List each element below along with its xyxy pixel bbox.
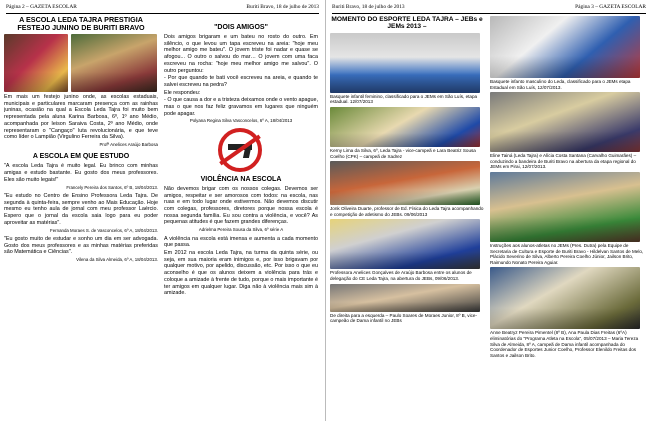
caption-basquete-masculino: Basquete infanto masculino do Leda, classificado para o JEMs etapa Estadual em São Luís, 12/07/2013. <box>490 79 631 90</box>
page-2-left-column <box>4 14 158 421</box>
estudo-quote-3: "Eu gosto muito de estudar e sonho um dia em ser advogada. Gosto dos meus professores e as minhas matérias preferidas são Matemática e Ciências". <box>4 236 158 256</box>
festejo-photo-couple <box>71 34 157 92</box>
photo-xadrez <box>330 107 480 147</box>
estudo-quote-2: "Eu estudo no Centro de Ensino Professora Leda Tajra. De segunda à quinta-feira, sempre venho ao Mais Educação. Hoje mesmo eu tenho aula de jornal com meu professor Laércio. Espero que o jornal da escola saia logo para eu poder aproveitar as matérias". <box>4 193 158 226</box>
photo-instrucoes <box>490 172 640 242</box>
estudo-signature-2: Fernanda Moraes S. de Vasconcelos, 6º A, 18/04/2013. <box>50 227 158 233</box>
caption-xadrez: Kerny Lima da Silva, 6º, Leda Tajra - vice-campeã e Lara Beatriz Sousa Coelho (CPK) – campeã de Xadrez <box>330 148 476 159</box>
page-3 <box>326 0 652 421</box>
festejo-heading: A ESCOLA LEDA TAJRA PRESTIGIA FESTEJO JUNINO DE BURITI BRAVO <box>17 15 145 32</box>
photo-dama <box>330 284 480 312</box>
photo-atleta-na-escola <box>490 267 640 329</box>
photo-basquete-masculino <box>490 16 640 78</box>
caption-bandeira: Eline Tainá (Leda Tajra) e Alícia Costa Santana (Carvalho Guimarães) – conduzindo a bandeira de Buriti Bravo na abertura da etapa regional do JEMs em Pirai, 12/07/2013. <box>490 153 637 170</box>
estudo-heading: A ESCOLA EM QUE ESTUDO <box>32 153 130 161</box>
page-2-header-left: Página 2 – GAZETA ESCOLAR <box>6 3 77 10</box>
violencia-paragraph-2: A violência na escola está imensa e aumenta a cada momento que passa. <box>164 235 318 249</box>
page-3-header-left: Buriti Bravo, 18 de julho de 2013 <box>332 3 405 10</box>
estudo-signature-3: Vilena da Silva Almeida, 6º A, 18/04/2013. <box>76 257 158 263</box>
violencia-paragraph-3: Em 2012 na escola Leda Tajra, na turma da quinta série, ou seja, em sua maioria eram inimigos e, por isso brigavam por qualquer motivo, por apelido, discussão, etc. Por isso o que eu aconselho é que os alunos deixem a violência para trás e coloque a amizade à frente de tudo, porque o mais importante é ter amigos em qualquer lugar. Diga não à violência mais sim à amizade. <box>164 250 318 297</box>
page-3-header-right: Página 3 – GAZETA ESCOLAR <box>575 3 646 10</box>
page-3-right-column <box>490 14 644 421</box>
festejo-signature: Profª Anelices Araújo Barbosa <box>99 141 158 147</box>
caption-atleta-na-escola: Anne Beatryz Pereira Pimentel (8º B), Ana Paula Dias Freitas (6ºA) eliminatórias do "Programa Atleta na Escola", 05/07/2013 – Maria Tereza Silva de Almeida, 8º A, campeã de Dama infantil acompanhada do Coordenador de Esportes Junior Coelho, Professor Elenildo Freitas dos Santos e Jailson Brito. <box>490 330 639 358</box>
photo-atletismo <box>330 161 480 205</box>
amigos-dialog-3: - O que causa a dor e a tristeza deixamos onde o vento apague, mas o que nos faz feliz gravamos em lugares que ninguém pode apagar. <box>164 97 318 117</box>
page-3-left-column <box>330 14 484 421</box>
caption-dama: De direita para a esquerda – Paulo Soares de Moraes Junior, 8º B, vice-campeão de Dama infantil no JEBs <box>330 312 477 324</box>
amigos-signature: Polyana Regina Silva Vasconcelos, 6º A, 18/04/2013 <box>189 118 293 124</box>
photo-bandeira <box>490 92 640 152</box>
amigos-dialog-1: - Por que quando te bati você escreveu na areia, e quando te salvei escreveu na pedra? <box>164 75 318 88</box>
page-2-running-header <box>6 0 319 14</box>
photo-delegacao <box>330 219 480 269</box>
page-2-header-right: Buriti Bravo, 18 de julho de 2013 <box>246 3 319 10</box>
estudo-quote-1: "A escola Leda Tajra é muito legal. Eu brinco com minhas amigas e estudo bastante. Eu gosto dos meus professores. Eles são muito legais!" <box>4 163 158 183</box>
amigos-heading: "DOIS AMIGOS" <box>214 24 268 31</box>
photo-basquete-feminino <box>330 33 480 93</box>
amigos-dialog-2: Ele respondeu: <box>164 89 201 96</box>
violencia-signature-1: Adrielma Pereira Sousa da Silva, 6º série A <box>198 227 284 233</box>
no-violence-icon <box>208 127 274 173</box>
caption-basquete-feminino: Basquete infantil feminino, classificado para o JEMs em São Luís, etapa estadual. 12/07/2013 <box>330 93 478 105</box>
violencia-paragraph-1: Não devemos brigar com os nossos colegas. Devemos ser amigos, respeitar e ser amorosos com todos: na escola, nas ruas e em todo lugar onde estivermos. Não devemos discutir com colegas, professores, diretores porque nossa escola é nossa segunda família. Eu sou contra a violência, e você? As pequenas atitudes é que fazem grandes diferenças. <box>164 185 318 226</box>
violencia-heading: VIOLÊNCIA NA ESCOLA <box>200 175 282 183</box>
festejo-body: Em mais um festejo junino onde, as escolas estaduais, municipais e particulares marcaram presença com as rainhas juninas, ocasião na qual a Escola Leda Tajra foi muito bem representada pela aluna Karina Barbosa, 6º, 1º ano Médio, acompanhada por Ieison Saraiva Costa, 2º ano Médio, onde representaram o "Cangaço" luta revolucionária, e que teve como líder o Lampião (Virgulino Ferreira da Silva). <box>4 94 158 141</box>
caption-delegacao: Professora Anelices Gonçalves de Araújo Barbosa entre os alunos de delegação do CE Leda Tajra, na abertura do JEBs, 09/06/2013. <box>330 270 472 281</box>
festejo-photo-queen <box>4 34 68 92</box>
caption-instrucoes: Instruções aos alunos-atletas no JEMs (Pres. Dutra) pela Equipe de Secretaria de Cultura e Esporte de Buriti Bravo - Hildelvan Santos de Melo, Plácido Severino de Silva, Alberto Pereira Coelho Júnior, Jailson Brito, Raimundo Nonato Pereira Aguiar. <box>490 242 644 265</box>
amigos-body: Dois amigos brigaram e um bateu no rosto do outro. Em silêncio, o que levou um tapa escreveu na areia: "hoje meu melhor amigo me bateu". O jovem triste foi nadar e quase se afogou... O outro o salvou do mar… O jovem com uma faca escreveu na rocha: "hoje meu melhor amigo me salvou". O outro perguntou: <box>164 34 318 74</box>
esporte-heading: MOMENTO DO ESPORTE LEDA TAJRA – JEBs e JEMs 2013 – <box>331 16 483 31</box>
caption-atletismo: Jonk Oliveira Duarte, professor de Ed. Física do Leda Tajra acompanhando e competição de atletismo do JEBs. 09/06/2013 <box>330 206 484 217</box>
page-2-right-column <box>164 14 318 421</box>
estudo-signature-1: Francely Pereira dos Santos, 6º B, 18/04/2013. <box>66 184 158 190</box>
page-3-running-header <box>332 0 646 14</box>
